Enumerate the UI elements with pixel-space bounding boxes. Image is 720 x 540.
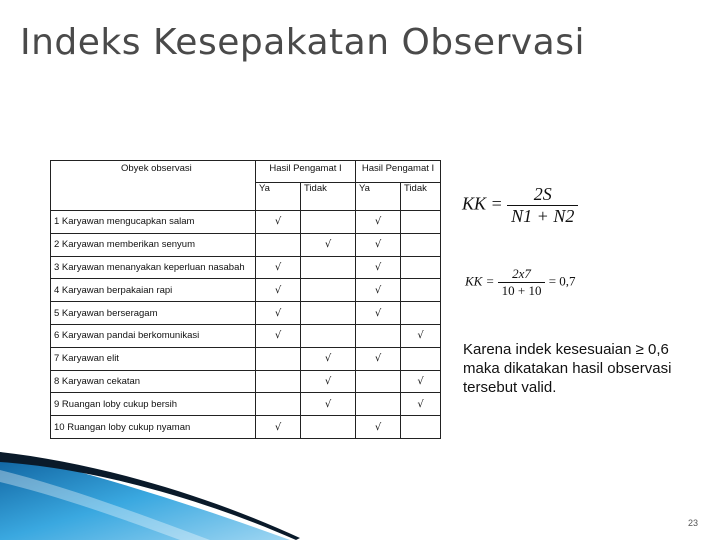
mark-cell: √ bbox=[401, 393, 441, 416]
table-row bbox=[51, 370, 441, 393]
mark-cell bbox=[301, 256, 356, 279]
table-row bbox=[51, 393, 441, 416]
formula-denominator: N1 + N2 bbox=[511, 206, 575, 226]
mark-cell bbox=[301, 302, 356, 325]
subheader-ya-1: Ya bbox=[256, 183, 301, 211]
mark-cell bbox=[401, 347, 441, 370]
mark-cell bbox=[356, 370, 401, 393]
subheader-tidak-2: Tidak bbox=[401, 183, 441, 211]
mark-cell bbox=[401, 233, 441, 256]
mark-cell: √ bbox=[356, 279, 401, 302]
kk-formula-general bbox=[462, 184, 578, 227]
mark-cell bbox=[401, 416, 441, 439]
observation-table bbox=[50, 160, 441, 439]
row-label: 7 Karyawan elit bbox=[51, 347, 256, 370]
row-label: 6 Karyawan pandai berkomunikasi bbox=[51, 324, 256, 347]
conclusion-text: Karena indek kesesuaian ≥ 0,6 maka dikatakan hasil observasi tersebut valid. bbox=[463, 341, 672, 396]
formula-lhs: KK = bbox=[462, 193, 503, 214]
mark-cell: √ bbox=[256, 416, 301, 439]
formula-result: = 0,7 bbox=[548, 273, 576, 289]
mark-cell: √ bbox=[356, 256, 401, 279]
page-number: 23 bbox=[688, 518, 699, 528]
mark-cell: √ bbox=[356, 302, 401, 325]
mark-cell bbox=[401, 302, 441, 325]
table-header-row bbox=[51, 161, 441, 183]
formula-denominator: 10 + 10 bbox=[501, 283, 542, 298]
subheader-tidak-1: Tidak bbox=[301, 183, 356, 211]
mark-cell bbox=[301, 211, 356, 234]
row-label: 5 Karyawan berseragam bbox=[51, 302, 256, 325]
row-label: 4 Karyawan berpakaian rapi bbox=[51, 279, 256, 302]
mark-cell: √ bbox=[301, 370, 356, 393]
formula-numerator: 2S bbox=[507, 184, 578, 206]
formula-lhs: KK = bbox=[465, 273, 495, 289]
table-row bbox=[51, 347, 441, 370]
mark-cell: √ bbox=[301, 233, 356, 256]
mark-cell: √ bbox=[256, 256, 301, 279]
table-row bbox=[51, 416, 441, 439]
formula-numerator: 2x7 bbox=[498, 266, 546, 283]
formula-fraction bbox=[507, 184, 578, 227]
row-label: 8 Karyawan cekatan bbox=[51, 370, 256, 393]
mark-cell: √ bbox=[301, 393, 356, 416]
row-label: 2 Karyawan memberikan senyum bbox=[51, 233, 256, 256]
row-label: 10 Ruangan loby cukup nyaman bbox=[51, 416, 256, 439]
mark-cell: √ bbox=[401, 324, 441, 347]
mark-cell: √ bbox=[356, 347, 401, 370]
mark-cell: √ bbox=[356, 233, 401, 256]
mark-cell bbox=[256, 393, 301, 416]
mark-cell bbox=[256, 347, 301, 370]
mark-cell bbox=[356, 393, 401, 416]
mark-cell: √ bbox=[356, 211, 401, 234]
mark-cell bbox=[401, 279, 441, 302]
table-row bbox=[51, 256, 441, 279]
mark-cell bbox=[301, 279, 356, 302]
formula-fraction bbox=[498, 266, 546, 299]
table-row bbox=[51, 324, 441, 347]
header-object: Obyek observasi bbox=[51, 161, 256, 211]
row-label: 3 Karyawan menanyakan keperluan nasabah bbox=[51, 256, 256, 279]
row-label: 9 Ruangan loby cukup bersih bbox=[51, 393, 256, 416]
mark-cell: √ bbox=[401, 370, 441, 393]
mark-cell bbox=[301, 324, 356, 347]
mark-cell: √ bbox=[256, 211, 301, 234]
row-label: 1 Karyawan mengucapkan salam bbox=[51, 211, 256, 234]
mark-cell bbox=[256, 233, 301, 256]
table-row bbox=[51, 302, 441, 325]
header-observer-1: Hasil Pengamat I bbox=[256, 161, 356, 183]
mark-cell: √ bbox=[356, 416, 401, 439]
mark-cell bbox=[256, 370, 301, 393]
mark-cell bbox=[356, 324, 401, 347]
header-observer-2: Hasil Pengamat I bbox=[356, 161, 441, 183]
mark-cell: √ bbox=[301, 347, 356, 370]
table-row bbox=[51, 211, 441, 234]
mark-cell: √ bbox=[256, 302, 301, 325]
mark-cell: √ bbox=[256, 324, 301, 347]
slide-title: Indeks Kesepakatan Observasi bbox=[20, 22, 585, 63]
kk-formula-computed bbox=[465, 266, 576, 299]
mark-cell bbox=[401, 256, 441, 279]
table-row bbox=[51, 279, 441, 302]
mark-cell bbox=[301, 416, 356, 439]
mark-cell bbox=[401, 211, 441, 234]
subheader-ya-2: Ya bbox=[356, 183, 401, 211]
mark-cell: √ bbox=[256, 279, 301, 302]
table-row bbox=[51, 233, 441, 256]
